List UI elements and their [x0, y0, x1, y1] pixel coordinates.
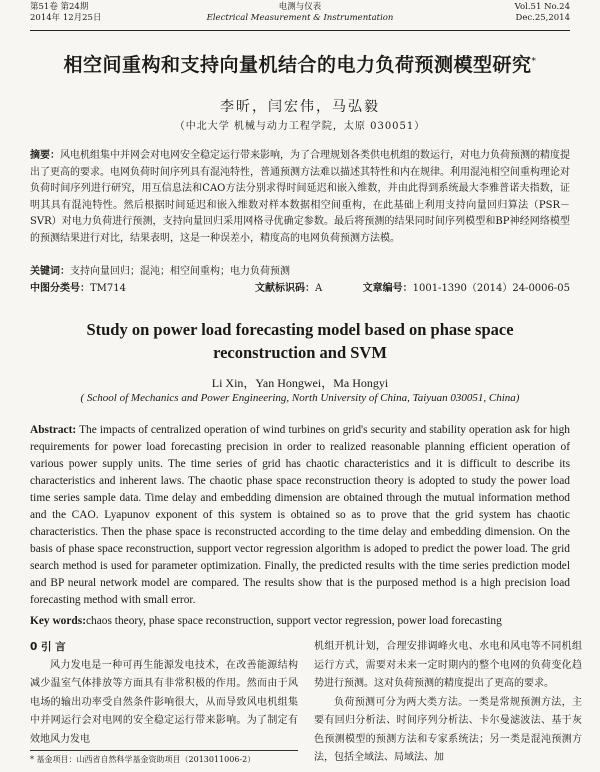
clc-number — [30, 282, 126, 296]
footnote-funding: * 基金项目：山西省自然科学基金资助项目（2013011006-2） — [30, 750, 298, 767]
page-title-en: Study on power load forecasting model based on phase space reconstruction and SVM — [86, 320, 514, 362]
clc-label: 中图分类号： — [30, 283, 90, 294]
affiliation-en: ( School of Mechanics and Power Engineering, North University of China, Taiyuan 030051, China) — [80, 392, 520, 404]
abstract-en-text: The impacts of centralized operation of wind turbines on grid's security and stability operation ask for high requirements for power load forecasting precision in order to realized reasonable planning efficient operation of various power supply units. The time series of grid has chaotic characteristics and it is difficult to describe its characteristics and inherent laws. The chaotic phase space reconstruction theory is adopted to study the power load time series sample data. Time delay and embedding dimension are obtained through the mutual information method and the CAO. Lyapunov exponent of this system is obtained so as to prove that the grid system has chaotic characteristics. Then the phase space is reconstructed according to the time delay and embedding dimension. On the basis of phase space reconstruction, support vector regression algorithm is adoped to predict the power load. The grid search method is used for parameter optimization. Finally, the predicted results with the time series prediction model and BP neural network model are compared. The results show that is the purposed method is a high precision load forecasting method with small error. — [30, 424, 570, 606]
header-center — [30, 2, 570, 24]
doc-code-value: A — [315, 283, 323, 294]
body-paragraph: 风力发电是一种可再生能源发电技术，在改善能源结构减少温室气体排放等方面具有非常积极的作用。然而由于风电场的输出功率受自然条件影响很大，从而导致风电机组集中并网运行会对电网的安全稳定运行带来影响。为了制定有效地风力发电 — [30, 659, 298, 745]
header-volume-cn: 第51卷 第24期 — [30, 2, 89, 12]
keywords-en-text: chaos theory, phase space reconstruction, support vector regression, power load forecasting — [86, 615, 502, 627]
body-paragraph: 负荷预测可分为两大类方法。一类是常规预测方法，主要有回归分析法、时间序列分析法、卡尔曼滤波法、基于灰色预测模型的预测方法和专家系统法；另一类是混沌预测方法，包括全域法、局域法、加 — [314, 696, 582, 763]
keywords-en-label: Key words: — [30, 615, 86, 627]
abstract-cn-label: 摘要： — [30, 150, 60, 161]
header-right — [515, 2, 570, 24]
keywords-en — [30, 614, 570, 628]
header-date-en: Dec.25,2014 — [515, 13, 570, 23]
article-number — [363, 282, 570, 296]
article-no-label: 文章编号： — [362, 283, 413, 294]
header-journal-en: Electrical Measurement & Instrumentation — [206, 13, 394, 23]
document-code — [255, 282, 322, 296]
header-volume-en: Vol.51 No.24 — [514, 2, 570, 12]
article-no-value: 1001-1390（2014）24-0006-05 — [412, 283, 570, 294]
body-column-left — [30, 638, 298, 749]
header-date-cn: 2014年 12月25日 — [30, 13, 102, 23]
title-cn-text: 相空间重构和支持向量机结合的电力负荷预测模型研究 — [63, 54, 532, 76]
header-journal-cn: 电测与仪表 — [278, 2, 322, 12]
affiliation-cn: （中北大学 机械与动力工程学院，太原 030051） — [174, 121, 426, 132]
abstract-cn-text: 风电机组集中并网会对电网安全稳定运行带来影响，为了合理规划各类供电机组的数运行，对电力负荷预测的精度提出了更高的要求。电网负荷时间序列具有混沌特性，普通预测方法难以描述其特性和内在规律。利用混沌相空间重构理论对负荷时间序列进行研究，用互信息法和CAO方法分别求得时间延迟和嵌入维数，并由此得到系统最大李雅普诺夫指数，证明其具有混沌特性。然后根据时间延迟和嵌入维数对样本数据相空间重构，在此基础上利用支持向量回归算法（PSR－SVR）对电力负荷进行预测，支持向量回归采用网格寻优确定参数。最后将预测的结果同时间序列模型和BP神经网络模型的预测结果进行对比，结果表明，这是一种误差小，精度高的电网负荷预测方法模。 — [30, 150, 570, 244]
clc-value: TM714 — [90, 283, 126, 294]
title-footnote-mark: * — [531, 56, 537, 67]
running-header — [30, 0, 570, 31]
abstract-en-label: Abstract: — [30, 424, 77, 436]
page-title-cn — [0, 50, 600, 77]
body-paragraph: 机组开机计划，合理安排调峰火电、水电和风电等不同机组运行方式，需要对未来一定时期内的整个电网的负荷变化趋势进行预测。这对负荷预测的精度提出了更高的要求。 — [314, 641, 582, 689]
abstract-cn — [30, 148, 570, 247]
section-heading-introduction: 0 引 言 — [30, 641, 66, 653]
keywords-cn — [30, 265, 570, 279]
keywords-cn-text: 支持向量回归；混沌；相空间重构；电力负荷预测 — [70, 266, 290, 277]
abstract-en — [30, 422, 570, 609]
authors-cn: 李昕，闫宏伟，马弘毅 — [220, 99, 380, 115]
keywords-cn-label: 关键词： — [30, 266, 70, 277]
body-column-right — [314, 638, 582, 768]
authors-en: Li Xin，Yan Hongwei，Ma Hongyi — [211, 376, 389, 390]
doc-code-label: 文献标识码： — [255, 283, 315, 294]
